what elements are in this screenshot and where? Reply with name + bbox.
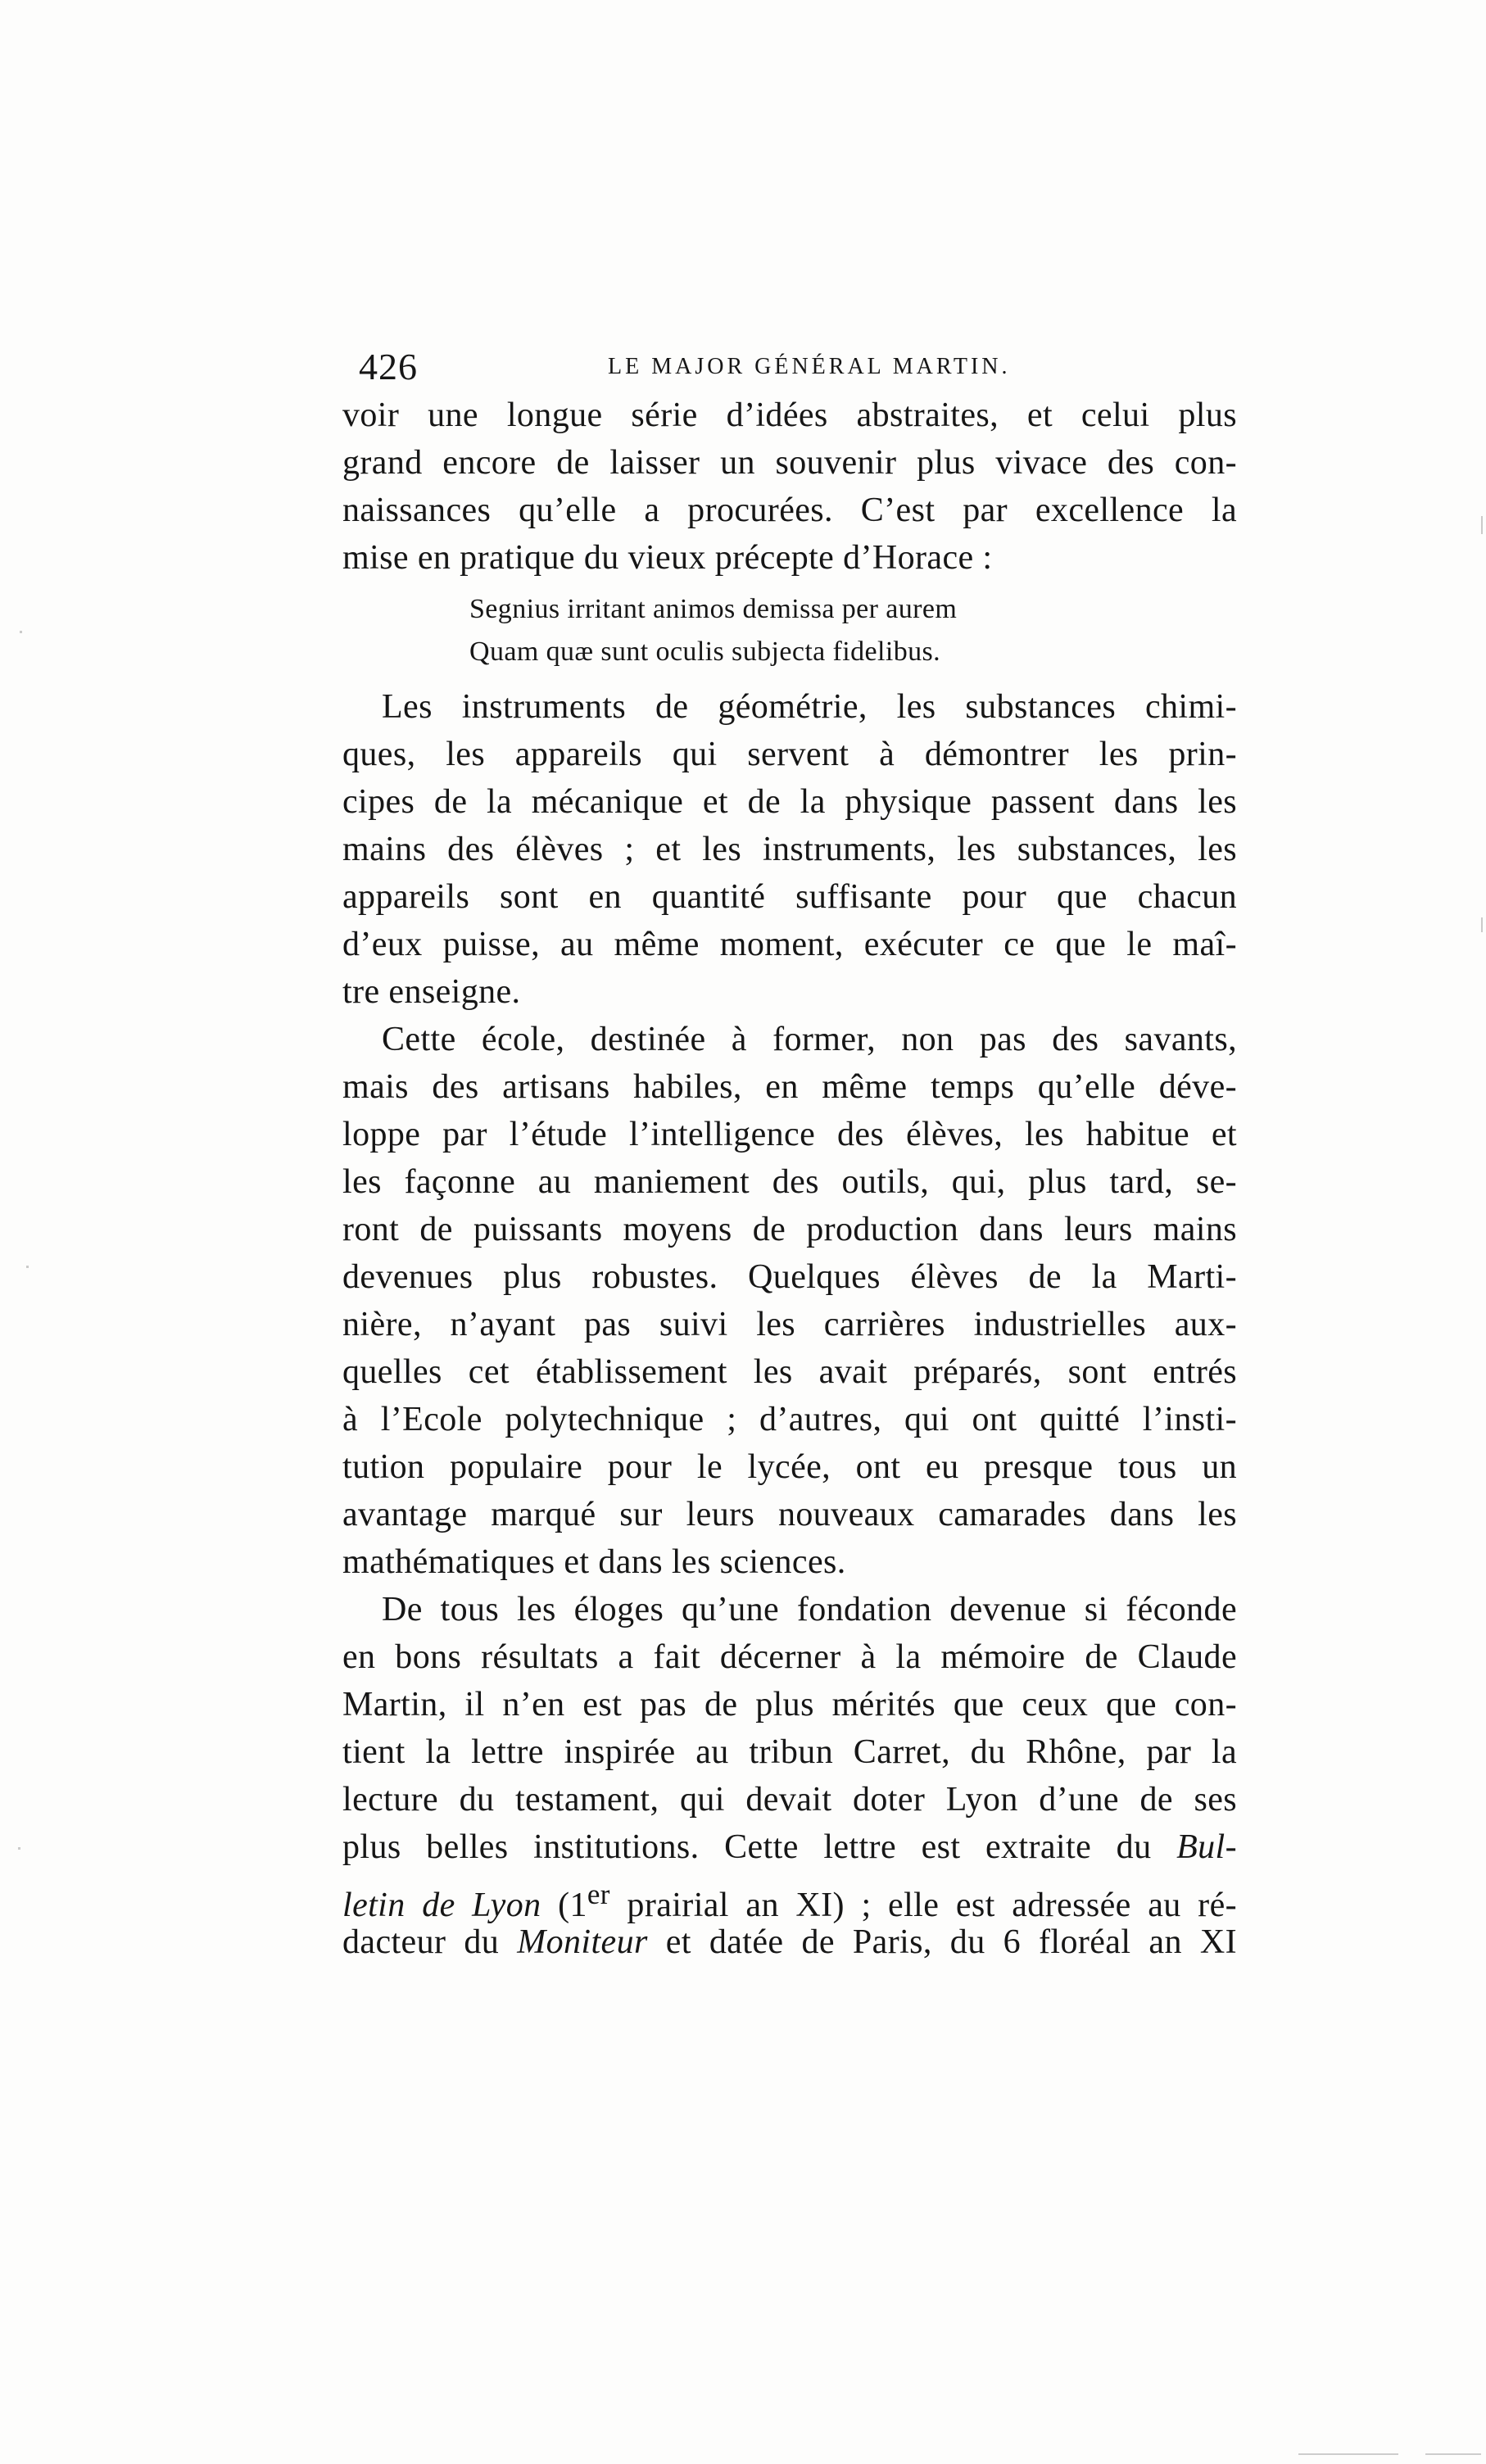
text-line: à l’Ecole polytechnique ; d’autres, qui ont quitté l’insti- — [342, 1401, 1237, 1438]
text-line: De tous les éloges qu’une fondation devenue si féconde — [382, 1591, 1237, 1628]
text-line: mais des artisans habiles, en même temps qu’elle déve- — [342, 1068, 1237, 1106]
date-open: ( — [558, 1886, 570, 1924]
text-line: voir une longue série d’idées abstraites, et celui plus — [342, 396, 1237, 434]
body-text — [342, 392, 1237, 1966]
scan-speck — [26, 1266, 29, 1268]
text-line — [342, 1918, 1237, 1966]
text-line: appareils sont en quantité suffisante pour que chacun — [342, 878, 1237, 916]
text-line: tre enseigne. — [342, 973, 521, 1011]
text-line: Martin, il n’en est pas de plus mérités que ceux que con- — [342, 1686, 1237, 1723]
text-line: grand encore de laisser un souvenir plus vivace des con- — [342, 444, 1237, 482]
text-fragment: plus belles institutions. Cette lettre est extraite du — [342, 1828, 1152, 1866]
text-line: d’eux puisse, au même moment, exécuter ce que le maî- — [342, 926, 1237, 963]
edge-mark — [1425, 2453, 1481, 2455]
running-title: LE MAJOR GÉNÉRAL MARTIN. — [608, 354, 1011, 379]
edge-mark — [1298, 2453, 1398, 2455]
latin-quote-line: Segnius irritant animos demissa per aurem — [469, 594, 958, 624]
text-line: mise en pratique du vieux précepte d’Horace : — [342, 539, 993, 577]
text-line: Cette école, destinée à former, non pas des savants, — [382, 1021, 1237, 1058]
text-line: ques, les appareils qui servent à démontrer les prin- — [342, 736, 1237, 773]
italic-newspaper-title: Moniteur — [517, 1923, 648, 1961]
italic-title: letin de Lyon — [342, 1886, 541, 1924]
superscript-er: er — [587, 1878, 610, 1910]
text-fragment: et datée de Paris, du 6 floréal an XI — [665, 1923, 1237, 1961]
scan-speck — [18, 1847, 20, 1850]
text-line: cipes de la mécanique et de la physique passent dans les — [342, 783, 1237, 821]
text-line: Les instruments de géométrie, les substances chimi- — [382, 688, 1237, 726]
text-fragment: prairial an XI) ; elle est adressée au ré- — [609, 1886, 1237, 1924]
text-line — [342, 1823, 1237, 1871]
text-line: tient la lettre inspirée au tribun Carret, du Rhône, par la — [342, 1733, 1237, 1771]
text-line: en bons résultats a fait décerner à la mémoire de Claude — [342, 1638, 1237, 1676]
text-line: nière, n’ayant pas suivi les carrières industrielles aux- — [342, 1306, 1237, 1343]
text-line: mains des élèves ; et les instruments, les substances, les — [342, 831, 1237, 868]
text-line: avantage marqué sur leurs nouveaux camarades dans les — [342, 1496, 1237, 1533]
text-fragment: dacteur du — [342, 1923, 500, 1961]
text-line: lecture du testament, qui devait doter Lyon d’une de ses — [342, 1781, 1237, 1819]
running-header — [356, 342, 1234, 392]
text-line — [342, 1871, 1237, 1924]
text-line: naissances qu’elle a procurées. C’est par excellence la — [342, 491, 1237, 529]
text-line: loppe par l’étude l’intelligence des élèves, les habitue et — [342, 1116, 1237, 1153]
latin-quote-line: Quam quæ sunt oculis subjecta fidelibus. — [469, 636, 941, 667]
date-number: 1 — [569, 1886, 587, 1924]
text-line: les façonne au maniement des outils, qui, plus tard, se- — [342, 1163, 1237, 1201]
text-line: ront de puissants moyens de production dans leurs mains — [342, 1211, 1237, 1248]
text-line: quelles cet établissement les avait préparés, sont entrés — [342, 1353, 1237, 1391]
italic-word: Bul- — [1176, 1828, 1237, 1866]
scan-speck — [20, 631, 22, 633]
text-line: devenues plus robustes. Quelques élèves de la Marti- — [342, 1258, 1237, 1296]
page-number: 426 — [359, 346, 418, 387]
text-line: mathématiques et dans les sciences. — [342, 1543, 846, 1581]
text-line: tution populaire pour le lycée, ont eu presque tous un — [342, 1448, 1237, 1486]
scan-speck — [1481, 516, 1483, 534]
scan-speck — [1481, 917, 1483, 932]
